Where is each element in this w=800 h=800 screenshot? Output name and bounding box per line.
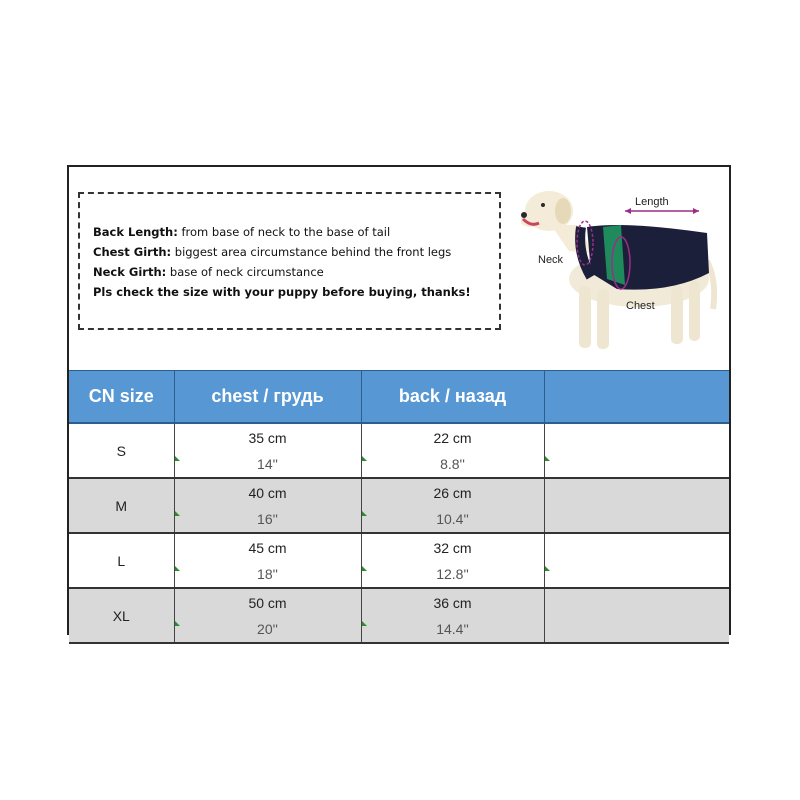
back-cm: 32 cm — [433, 539, 472, 556]
back-in: 12.8'' — [436, 565, 469, 582]
header-chest: chest / грудь — [174, 371, 361, 424]
chest-girth-note — [93, 242, 499, 262]
cell-marker-icon — [175, 456, 180, 461]
chest-girth-text: biggest area circumstance behind the front legs — [171, 245, 452, 259]
back-length-note — [93, 222, 499, 242]
table-header-row — [69, 371, 729, 424]
cell-marker-icon — [175, 511, 180, 516]
back-in: 10.4'' — [436, 510, 469, 527]
header-empty — [544, 371, 729, 424]
size-cell: XL — [69, 588, 174, 643]
chest-in: 20'' — [257, 620, 278, 637]
chest-cell — [174, 423, 361, 478]
reminder-note — [93, 282, 499, 302]
measurement-notes — [78, 192, 501, 330]
chest-cm: 50 cm — [248, 594, 287, 611]
chest-cell — [174, 533, 361, 588]
back-cell — [361, 533, 544, 588]
chest-in: 16'' — [257, 510, 278, 527]
back-cell — [361, 478, 544, 533]
header-cn-size: CN size — [69, 371, 174, 424]
back-in: 8.8'' — [440, 455, 465, 472]
cell-marker-icon — [362, 511, 367, 516]
size-cell: L — [69, 533, 174, 588]
size-table — [69, 370, 729, 644]
cell-marker-icon — [362, 456, 367, 461]
cell-marker-icon — [362, 621, 367, 626]
chest-cell — [174, 588, 361, 643]
size-cell: M — [69, 478, 174, 533]
chest-cm: 45 cm — [248, 539, 287, 556]
back-cm: 36 cm — [433, 594, 472, 611]
dog-measurement-diagram — [521, 181, 721, 361]
cell-marker-icon — [545, 566, 550, 571]
back-cell — [361, 423, 544, 478]
back-length-label: Back Length: — [93, 225, 178, 239]
cell-marker-icon — [362, 566, 367, 571]
neck-girth-label: Neck Girth: — [93, 265, 167, 279]
neck-girth-note — [93, 262, 499, 282]
size-cell: S — [69, 423, 174, 478]
back-in: 14.4'' — [436, 620, 469, 637]
length-label: Length — [635, 196, 669, 208]
chest-cell — [174, 478, 361, 533]
chest-label: Chest — [626, 300, 655, 312]
cell-marker-icon — [175, 621, 180, 626]
back-cell — [361, 588, 544, 643]
back-length-text: from base of neck to the base of tail — [177, 225, 391, 239]
chest-in: 14'' — [257, 455, 278, 472]
empty-cell — [544, 478, 729, 533]
empty-cell — [544, 588, 729, 643]
cell-marker-icon — [545, 456, 550, 461]
empty-cell — [544, 533, 729, 588]
neck-girth-text: base of neck circumstance — [166, 265, 324, 279]
chest-in: 18'' — [257, 565, 278, 582]
size-chart — [67, 165, 731, 635]
reminder-text: Pls check the size with your puppy before buying, thanks! — [93, 285, 471, 299]
back-cm: 26 cm — [433, 484, 472, 501]
table-row — [69, 588, 729, 643]
chest-cm: 40 cm — [248, 484, 287, 501]
header-back: back / назад — [361, 371, 544, 424]
empty-cell — [544, 423, 729, 478]
chest-cm: 35 cm — [248, 429, 287, 446]
neck-label: Neck — [538, 254, 564, 266]
cell-marker-icon — [175, 566, 180, 571]
table-row — [69, 533, 729, 588]
back-cm: 22 cm — [433, 429, 472, 446]
table-row — [69, 478, 729, 533]
chest-girth-label: Chest Girth: — [93, 245, 172, 259]
table-row — [69, 423, 729, 478]
info-section — [69, 167, 729, 370]
